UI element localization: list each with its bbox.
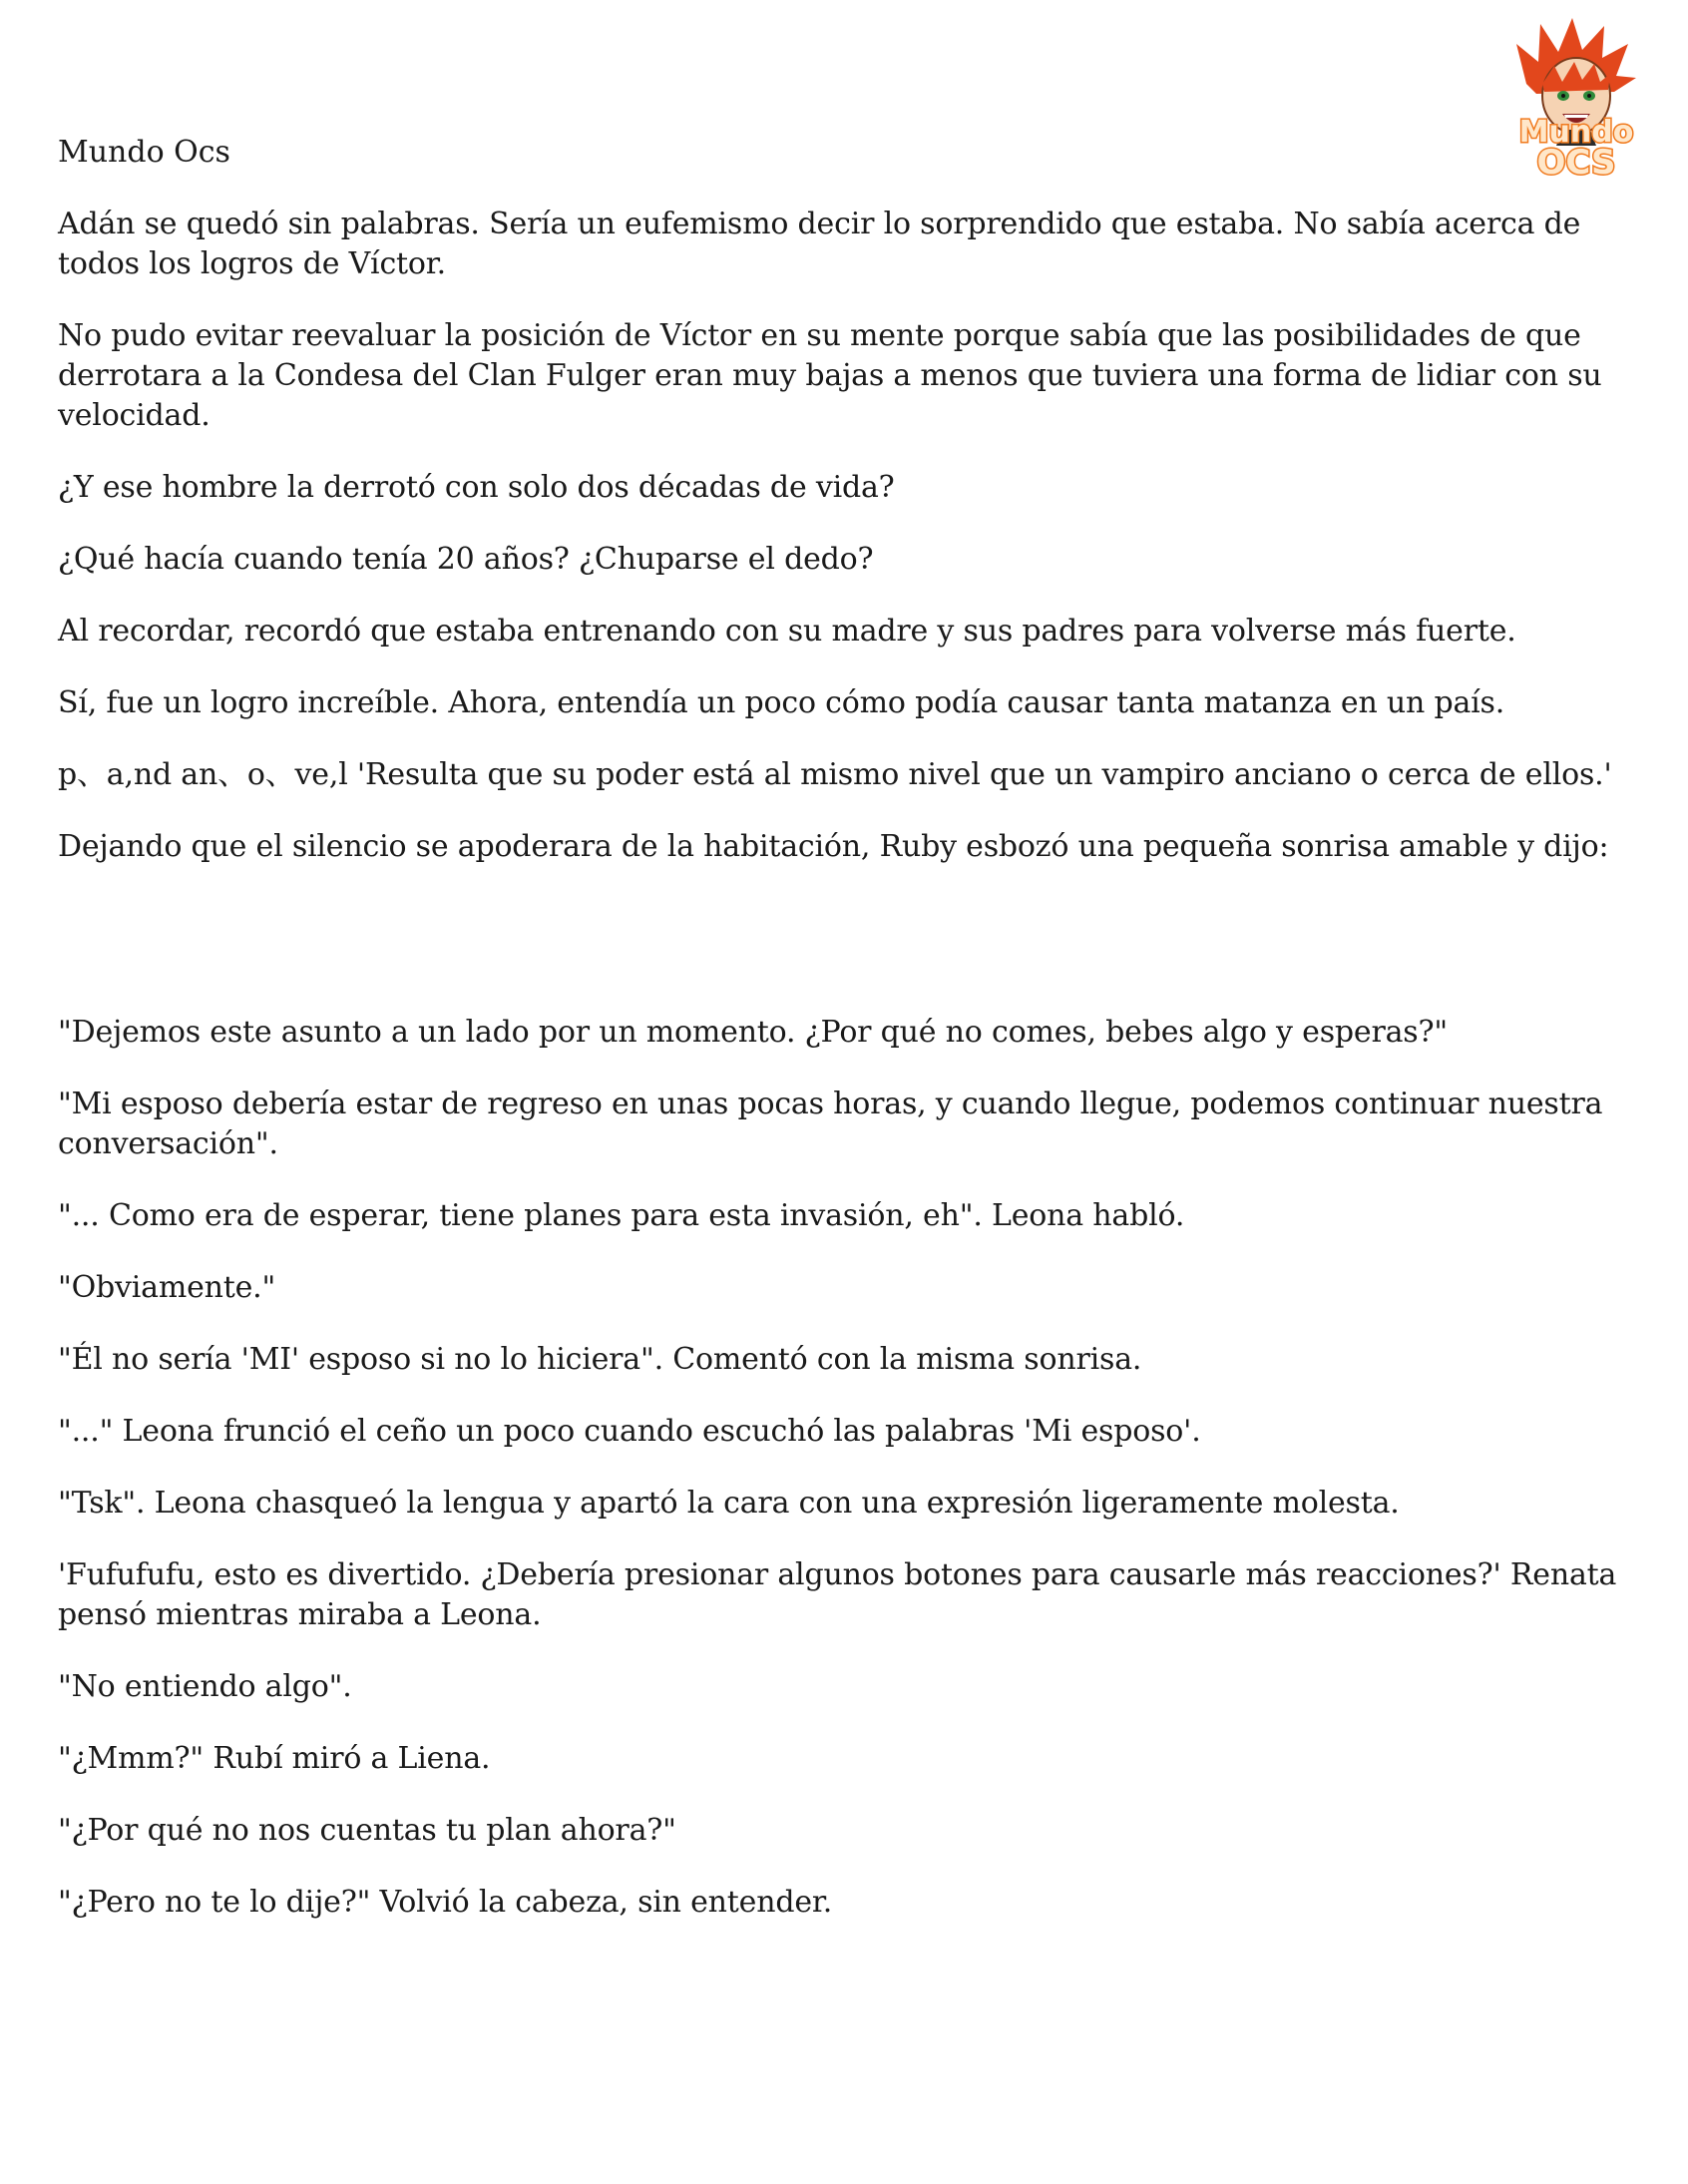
text-block-bottom: [58, 1013, 1634, 1955]
paragraph: "Obviamente.": [58, 1270, 276, 1305]
paragraph: "¿Mmm?" Rubí miró a Liena.: [58, 1741, 491, 1776]
paragraph: "Dejemos este asunto a un lado por un momento. ¿Por qué no comes, bebes algo y esperas?": [58, 1015, 1448, 1050]
paragraph: "Mi esposo debería estar de regreso en unas pocas horas, y cuando llegue, podemos continuar nuestra conversación".: [58, 1087, 1603, 1161]
paragraph: Al recordar, recordó que estaba entrenando con su madre y sus padres para volverse más fuerte.: [58, 614, 1516, 649]
paragraph: "No entiendo algo".: [58, 1669, 352, 1704]
paragraph: "Él no sería 'MI' esposo si no lo hiciera". Comentó con la misma sonrisa.: [58, 1342, 1142, 1377]
paragraph: "¿Pero no te lo dije?" Volvió la cabeza, sin entender.: [58, 1885, 833, 1920]
paragraph: "... Como era de esperar, tiene planes para esta invasión, eh". Leona habló.: [58, 1198, 1185, 1233]
page-title: Mundo Ocs: [58, 135, 230, 170]
paragraph: Adán se quedó sin palabras. Sería un eufemismo decir lo sorprendido que estaba. No sabía acerca de todos los logros de Víctor.: [58, 207, 1581, 281]
paragraph: 'Fufufufu, esto es divertido. ¿Debería presionar algunos botones para causarle más reacciones?' Renata pensó mientras miraba a Leona.: [58, 1557, 1617, 1632]
paragraph: ¿Qué hacía cuando tenía 20 años? ¿Chuparse el dedo?: [58, 542, 874, 577]
paragraph: "..." Leona frunció el ceño un poco cuando escuchó las palabras 'Mi esposo'.: [58, 1414, 1201, 1449]
paragraph: ¿Y ese hombre la derrotó con solo dos décadas de vida?: [58, 470, 895, 505]
paragraph: "Tsk". Leona chasqueó la lengua y apartó la cara con una expresión ligeramente molesta.: [58, 1486, 1400, 1521]
paragraph: p、a,nd an、o、ve,l 'Resulta que su poder está al mismo nivel que un vampiro anciano o cerca de ellos.': [58, 757, 1612, 792]
paragraph: Sí, fue un logro increíble. Ahora, entendía un poco cómo podía causar tanta matanza en un país.: [58, 685, 1505, 720]
svg-text:OCS: OCS: [1536, 143, 1616, 180]
paragraph: Dejando que el silencio se apoderara de la habitación, Ruby esbozó una pequeña sonrisa amable y dijo:: [58, 829, 1609, 864]
mundo-ocs-logo: [1496, 14, 1656, 180]
svg-text:Mundo: Mundo: [1518, 115, 1634, 150]
paragraph: "¿Por qué no nos cuentas tu plan ahora?": [58, 1813, 676, 1848]
paragraph: No pudo evitar reevaluar la posición de Víctor en su mente porque sabía que las posibilidades de que derrotara a la Condesa del Clan Fulger eran muy bajas a menos que tuviera una forma de lidiar con su velocidad.: [58, 318, 1602, 433]
text-block-top: [58, 205, 1634, 899]
